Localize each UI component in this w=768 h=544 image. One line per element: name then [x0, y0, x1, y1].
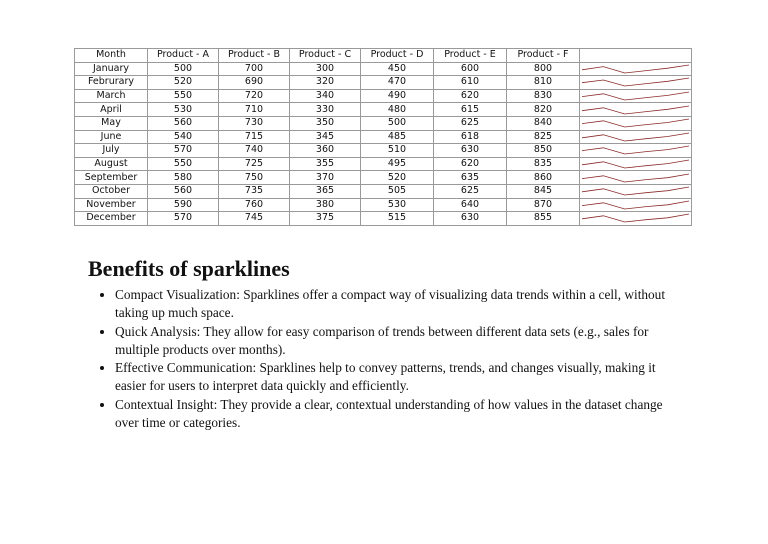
cell-value[interactable]: 620 [434, 89, 507, 103]
sparkline-line [582, 119, 689, 127]
cell-value[interactable]: 820 [507, 103, 580, 117]
cell-value[interactable]: 510 [361, 144, 434, 158]
cell-value[interactable]: 550 [148, 157, 219, 171]
cell-value[interactable]: 365 [290, 184, 361, 198]
cell-value[interactable]: 500 [148, 62, 219, 76]
cell-value[interactable]: 825 [507, 130, 580, 144]
sparkline-chart [580, 117, 691, 129]
cell-value[interactable]: 300 [290, 62, 361, 76]
header-product-a[interactable]: Product - A [148, 49, 219, 63]
cell-value[interactable]: 630 [434, 144, 507, 158]
cell-value[interactable]: 355 [290, 157, 361, 171]
sparkline-chart [580, 172, 691, 184]
table-row [75, 212, 692, 226]
sparkline-cell[interactable] [580, 116, 692, 130]
cell-value[interactable]: 485 [361, 130, 434, 144]
benefits-list [88, 286, 688, 432]
sparkline-chart [580, 158, 691, 170]
cell-value[interactable]: 618 [434, 130, 507, 144]
cell-value[interactable]: 345 [290, 130, 361, 144]
cell-value[interactable]: 580 [148, 171, 219, 185]
cell-value[interactable]: 700 [219, 62, 290, 76]
cell-value[interactable]: 570 [148, 144, 219, 158]
cell-value[interactable]: 750 [219, 171, 290, 185]
header-month[interactable]: Month [75, 49, 148, 63]
cell-value[interactable]: 640 [434, 198, 507, 212]
cell-value[interactable]: 450 [361, 62, 434, 76]
sparkline-cell[interactable] [580, 184, 692, 198]
cell-value[interactable]: 380 [290, 198, 361, 212]
cell-value[interactable]: 610 [434, 76, 507, 90]
cell-value[interactable]: 635 [434, 171, 507, 185]
table-row [75, 130, 692, 144]
cell-month[interactable]: September [75, 171, 148, 185]
sparkline-cell[interactable] [580, 89, 692, 103]
cell-value[interactable]: 515 [361, 212, 434, 226]
cell-value[interactable]: 560 [148, 116, 219, 130]
header-product-c[interactable]: Product - C [290, 49, 361, 63]
sparkline-chart [580, 212, 691, 224]
table-row [75, 198, 692, 212]
cell-value[interactable]: 490 [361, 89, 434, 103]
cell-value[interactable]: 330 [290, 103, 361, 117]
cell-value[interactable]: 495 [361, 157, 434, 171]
cell-month[interactable]: June [75, 130, 148, 144]
table-row [75, 157, 692, 171]
cell-value[interactable]: 620 [434, 157, 507, 171]
cell-value[interactable]: 860 [507, 171, 580, 185]
sparkline-cell[interactable] [580, 157, 692, 171]
cell-month[interactable]: January [75, 62, 148, 76]
cell-month[interactable]: July [75, 144, 148, 158]
cell-value[interactable]: 520 [361, 171, 434, 185]
cell-value[interactable]: 350 [290, 116, 361, 130]
cell-value[interactable]: 690 [219, 76, 290, 90]
cell-value[interactable]: 540 [148, 130, 219, 144]
cell-value[interactable]: 375 [290, 212, 361, 226]
sparkline-line [582, 106, 689, 114]
sparkline-line [582, 201, 689, 209]
cell-month[interactable]: December [75, 212, 148, 226]
benefits-section [88, 256, 688, 432]
cell-value[interactable]: 835 [507, 157, 580, 171]
sparkline-line [582, 146, 689, 154]
sparkline-chart [580, 185, 691, 197]
table-row [75, 144, 692, 158]
cell-month[interactable]: May [75, 116, 148, 130]
cell-value[interactable]: 810 [507, 76, 580, 90]
cell-value[interactable]: 360 [290, 144, 361, 158]
cell-value[interactable]: 720 [219, 89, 290, 103]
sparkline-chart [580, 90, 691, 102]
cell-value[interactable]: 505 [361, 184, 434, 198]
sparkline-line [582, 133, 689, 141]
sparkline-line [582, 92, 689, 100]
sparkline-line [582, 65, 689, 73]
cell-value[interactable]: 870 [507, 198, 580, 212]
cell-value[interactable]: 570 [148, 212, 219, 226]
cell-value[interactable]: 590 [148, 198, 219, 212]
cell-value[interactable]: 745 [219, 212, 290, 226]
cell-value[interactable]: 840 [507, 116, 580, 130]
sparkline-line [582, 187, 689, 195]
cell-value[interactable]: 760 [219, 198, 290, 212]
cell-value[interactable]: 830 [507, 89, 580, 103]
sales-table [74, 48, 692, 226]
cell-value[interactable]: 715 [219, 130, 290, 144]
cell-value[interactable]: 560 [148, 184, 219, 198]
section-title: Benefits of sparklines [88, 256, 290, 281]
sparkline-cell[interactable] [580, 130, 692, 144]
table-row [75, 103, 692, 117]
sparkline-cell[interactable] [580, 103, 692, 117]
cell-month[interactable]: November [75, 198, 148, 212]
sparkline-line [582, 174, 689, 182]
cell-value[interactable]: 370 [290, 171, 361, 185]
sparkline-chart [580, 104, 691, 116]
cell-value[interactable]: 855 [507, 212, 580, 226]
cell-value[interactable]: 340 [290, 89, 361, 103]
sparkline-chart [580, 131, 691, 143]
header-sparkline[interactable] [580, 49, 692, 63]
cell-value[interactable]: 520 [148, 76, 219, 90]
cell-value[interactable]: 625 [434, 184, 507, 198]
sparkline-cell[interactable] [580, 62, 692, 76]
header-product-f[interactable]: Product - F [507, 49, 580, 63]
cell-value[interactable]: 850 [507, 144, 580, 158]
cell-value[interactable]: 500 [361, 116, 434, 130]
table-row [75, 89, 692, 103]
cell-value[interactable]: 710 [219, 103, 290, 117]
sparkline-cell[interactable] [580, 198, 692, 212]
sparkline-cell[interactable] [580, 212, 692, 226]
header-product-d[interactable]: Product - D [361, 49, 434, 63]
sparkline-cell[interactable] [580, 171, 692, 185]
cell-month[interactable]: April [75, 103, 148, 117]
cell-value[interactable]: 530 [361, 198, 434, 212]
sparkline-chart [580, 76, 691, 88]
cell-value[interactable]: 470 [361, 76, 434, 90]
cell-month[interactable]: March [75, 89, 148, 103]
table-header-row [75, 49, 692, 63]
header-product-b[interactable]: Product - B [219, 49, 290, 63]
cell-value[interactable]: 550 [148, 89, 219, 103]
cell-value[interactable]: 845 [507, 184, 580, 198]
list-item: • Quick Analysis: They allow for easy comparison of trends between different data sets (e.g., sales for multiple products over months). [115, 323, 688, 360]
cell-value[interactable]: 600 [434, 62, 507, 76]
sparkline-line [582, 214, 689, 222]
header-product-e[interactable]: Product - E [434, 49, 507, 63]
cell-value[interactable]: 800 [507, 62, 580, 76]
cell-value[interactable]: 630 [434, 212, 507, 226]
list-item: • Effective Communication: Sparklines help to convey patterns, trends, and changes visually, making it easier for users to interpret data quickly and efficiently. [115, 359, 688, 396]
sparkline-line [582, 160, 689, 168]
sparkline-chart [580, 63, 691, 75]
list-item: • Contextual Insight: They provide a clear, contextual understanding of how values in the dataset change over time or categories. [115, 396, 688, 433]
sparkline-cell[interactable] [580, 76, 692, 90]
cell-value[interactable]: 530 [148, 103, 219, 117]
table-row [75, 116, 692, 130]
sparkline-chart [580, 144, 691, 156]
table-row [75, 184, 692, 198]
table-row [75, 171, 692, 185]
cell-value[interactable]: 320 [290, 76, 361, 90]
cell-value[interactable]: 615 [434, 103, 507, 117]
cell-value[interactable]: 725 [219, 157, 290, 171]
cell-value[interactable]: 730 [219, 116, 290, 130]
cell-month[interactable]: August [75, 157, 148, 171]
cell-value[interactable]: 625 [434, 116, 507, 130]
cell-value[interactable]: 740 [219, 144, 290, 158]
cell-value[interactable]: 480 [361, 103, 434, 117]
cell-month[interactable]: October [75, 184, 148, 198]
sparkline-line [582, 78, 689, 86]
sparkline-chart [580, 199, 691, 211]
table-row [75, 62, 692, 76]
cell-month[interactable]: Februrary [75, 76, 148, 90]
cell-value[interactable]: 735 [219, 184, 290, 198]
list-item: • Compact Visualization: Sparklines offer a compact way of visualizing data trends within a cell, without taking up much space. [115, 286, 688, 323]
sparkline-cell[interactable] [580, 144, 692, 158]
table-row [75, 76, 692, 90]
